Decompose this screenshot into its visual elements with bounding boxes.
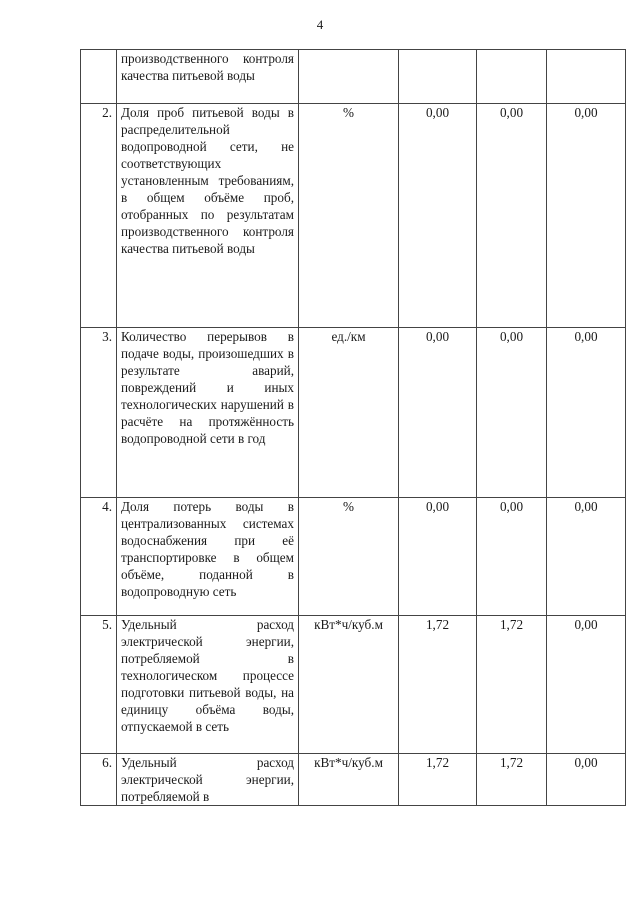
- value-cell: 1,72: [399, 754, 477, 806]
- value-cell: 0,00: [547, 498, 626, 616]
- indicator-description: Доля проб питьевой воды в распределительной водопроводной сети, не соответствующих установленным требованиям, в общем объёме проб, отобранных по результатам производственного контроля качества питьевой воды: [117, 104, 299, 328]
- row-number: 2.: [81, 104, 117, 328]
- row-number: 4.: [81, 498, 117, 616]
- indicator-description: Доля потерь воды в централизованных системах водоснабжения при её транспортировке в общем объёме, поданной в водопроводную сеть: [117, 498, 299, 616]
- row-number: [81, 50, 117, 104]
- indicator-description: производственного контроля качества питьевой воды: [117, 50, 299, 104]
- value-cell: 0,00: [547, 754, 626, 806]
- unit-cell: кВт*ч/куб.м: [299, 616, 399, 754]
- unit-cell: [299, 50, 399, 104]
- value-cell: 0,00: [547, 616, 626, 754]
- page-number: 4: [316, 17, 324, 32]
- row-number: 3.: [81, 328, 117, 498]
- table-row: [81, 754, 626, 806]
- row-number: 6.: [81, 754, 117, 806]
- indicator-description: Количество перерывов в подаче воды, произошедших в результате аварий, повреждений и иных технологических нарушений в расчёте на протяжённость водопроводной сети в год: [117, 328, 299, 498]
- indicator-description: Удельный расход электрической энергии, потребляемой в технологическом процессе подготовки питьевой воды, на единицу объёма воды, отпускаемой в сеть: [117, 616, 299, 754]
- value-cell: 0,00: [399, 328, 477, 498]
- table-row: [81, 104, 626, 328]
- value-cell: [547, 50, 626, 104]
- table-row: [81, 50, 626, 104]
- table-row: [81, 616, 626, 754]
- value-cell: 0,00: [477, 104, 547, 328]
- value-cell: 1,72: [477, 754, 547, 806]
- value-cell: [399, 50, 477, 104]
- value-cell: 0,00: [547, 328, 626, 498]
- indicator-description: Удельный расход электрической энергии, потребляемой в: [117, 754, 299, 806]
- value-cell: 1,72: [399, 616, 477, 754]
- value-cell: 0,00: [547, 104, 626, 328]
- table-row: [81, 498, 626, 616]
- value-cell: 1,72: [477, 616, 547, 754]
- row-number: 5.: [81, 616, 117, 754]
- value-cell: 0,00: [477, 498, 547, 616]
- value-cell: 0,00: [477, 328, 547, 498]
- unit-cell: кВт*ч/куб.м: [299, 754, 399, 806]
- value-cell: [477, 50, 547, 104]
- value-cell: 0,00: [399, 104, 477, 328]
- unit-cell: %: [299, 104, 399, 328]
- unit-cell: %: [299, 498, 399, 616]
- value-cell: 0,00: [399, 498, 477, 616]
- indicators-table: [80, 49, 626, 806]
- unit-cell: ед./км: [299, 328, 399, 498]
- table-row: [81, 328, 626, 498]
